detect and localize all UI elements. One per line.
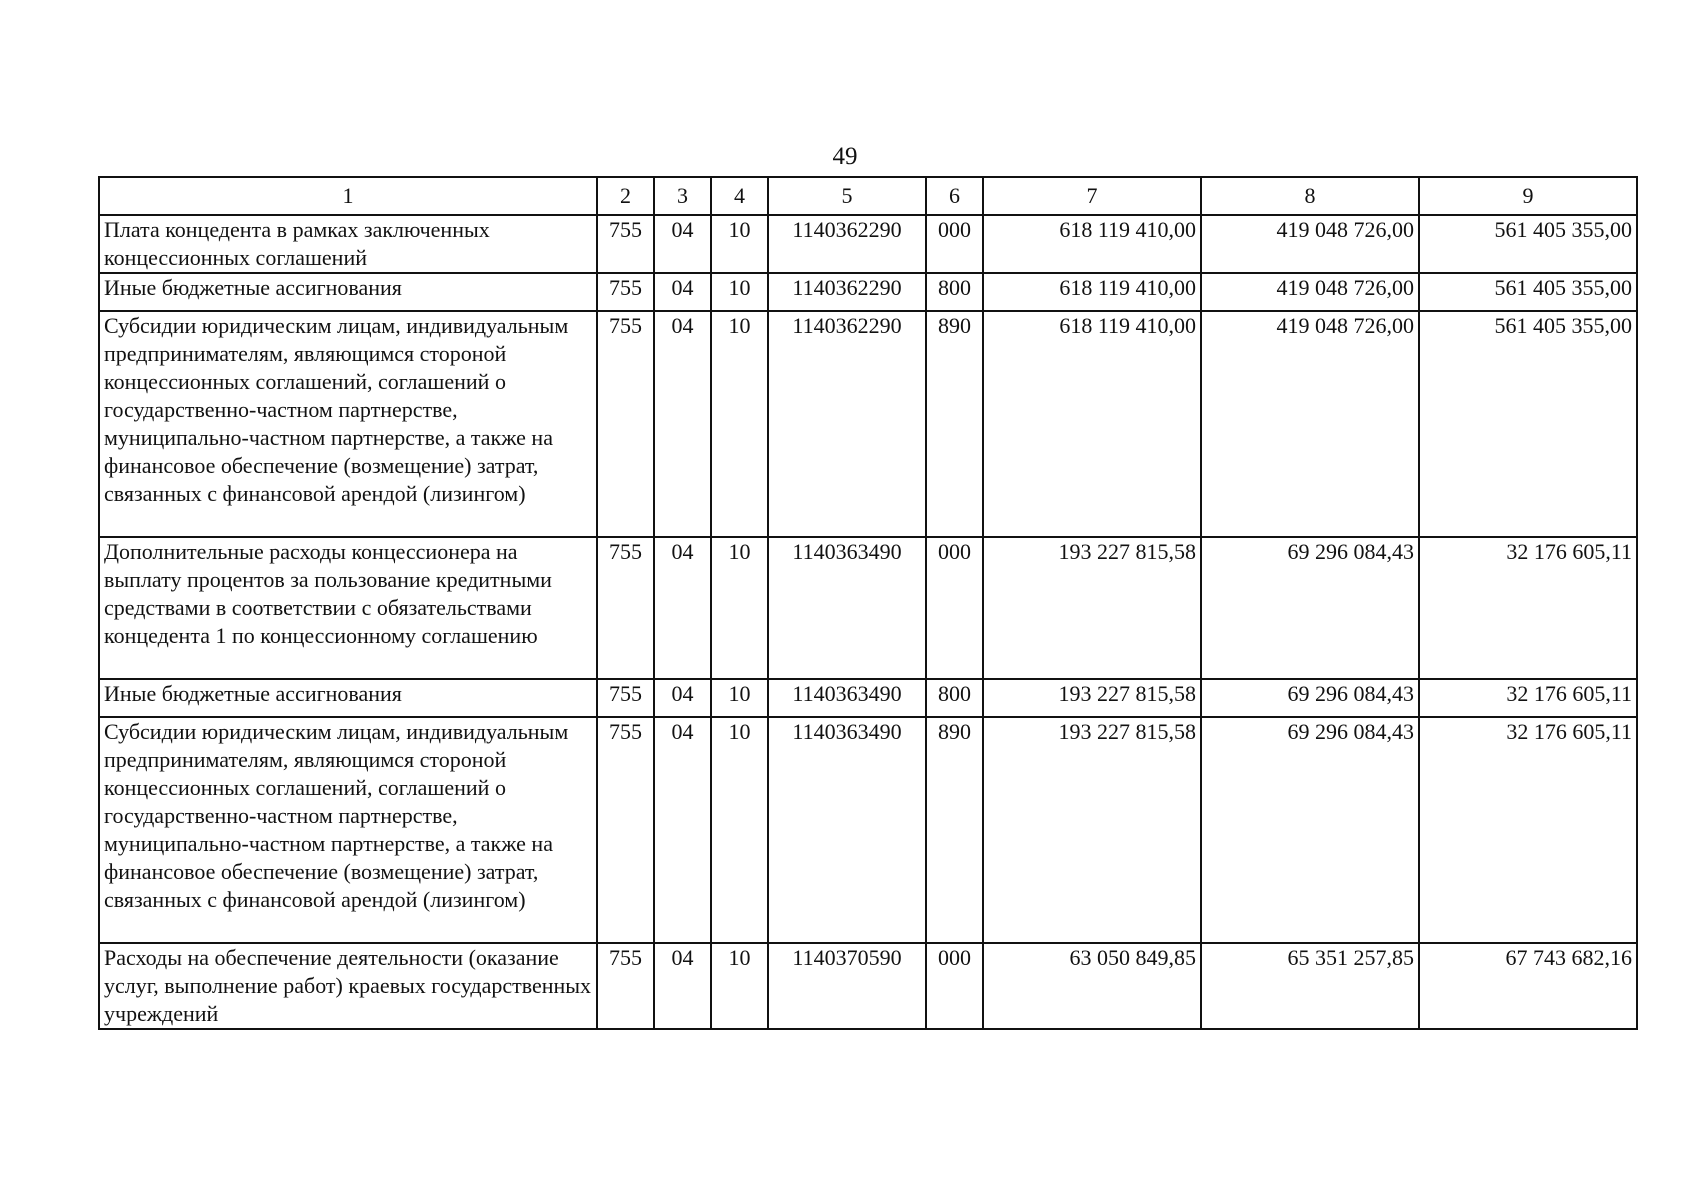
target-article-code: 1140363490 (768, 537, 926, 679)
amount-col-7: 618 119 410,00 (983, 215, 1201, 273)
budget-table (98, 176, 1638, 1030)
table-row (99, 273, 1637, 311)
target-article-code: 1140363490 (768, 717, 926, 943)
item-name: Субсидии юридическим лицам, индивидуальным предпринимателям, являющимся стороной концессионных соглашений, соглашений о государственно-частном партнерстве, муниципально-частном партнерстве, а также на финансовое обеспечение (возмещение) затрат, связанных с финансовой арендой (лизингом) (99, 717, 597, 943)
ministry-code: 755 (597, 273, 654, 311)
amount-col-9: 32 176 605,11 (1419, 537, 1637, 679)
target-article-code: 1140362290 (768, 273, 926, 311)
amount-col-7: 193 227 815,58 (983, 537, 1201, 679)
item-name: Плата концедента в рамках заключенных концессионных соглашений (99, 215, 597, 273)
table-row (99, 215, 1637, 273)
amount-col-7: 193 227 815,58 (983, 717, 1201, 943)
expense-type-code: 800 (926, 273, 983, 311)
amount-col-7: 63 050 849,85 (983, 943, 1201, 1029)
ministry-code: 755 (597, 679, 654, 717)
section-code: 04 (654, 679, 711, 717)
target-article-code: 1140363490 (768, 679, 926, 717)
amount-col-8: 419 048 726,00 (1201, 311, 1419, 537)
ministry-code: 755 (597, 537, 654, 679)
ministry-code: 755 (597, 215, 654, 273)
ministry-code: 755 (597, 943, 654, 1029)
column-header: 8 (1201, 177, 1419, 215)
expense-type-code: 000 (926, 943, 983, 1029)
section-code: 04 (654, 717, 711, 943)
column-header: 1 (99, 177, 597, 215)
target-article-code: 1140362290 (768, 215, 926, 273)
column-header: 9 (1419, 177, 1637, 215)
amount-col-8: 69 296 084,43 (1201, 717, 1419, 943)
expense-type-code: 000 (926, 215, 983, 273)
amount-col-9: 32 176 605,11 (1419, 717, 1637, 943)
expense-type-code: 800 (926, 679, 983, 717)
amount-col-9: 561 405 355,00 (1419, 215, 1637, 273)
amount-col-7: 618 119 410,00 (983, 273, 1201, 311)
amount-col-9: 561 405 355,00 (1419, 311, 1637, 537)
table-row (99, 717, 1637, 943)
section-code: 04 (654, 311, 711, 537)
amount-col-8: 69 296 084,43 (1201, 679, 1419, 717)
column-header: 5 (768, 177, 926, 215)
item-name: Иные бюджетные ассигнования (99, 679, 597, 717)
expense-type-code: 000 (926, 537, 983, 679)
amount-col-8: 419 048 726,00 (1201, 215, 1419, 273)
ministry-code: 755 (597, 311, 654, 537)
amount-col-8: 65 351 257,85 (1201, 943, 1419, 1029)
section-code: 04 (654, 273, 711, 311)
subsection-code: 10 (711, 717, 768, 943)
subsection-code: 10 (711, 311, 768, 537)
table-row (99, 537, 1637, 679)
table-row (99, 943, 1637, 1029)
amount-col-9: 32 176 605,11 (1419, 679, 1637, 717)
amount-col-9: 67 743 682,16 (1419, 943, 1637, 1029)
subsection-code: 10 (711, 537, 768, 679)
section-code: 04 (654, 215, 711, 273)
table-row (99, 311, 1637, 537)
subsection-code: 10 (711, 273, 768, 311)
expense-type-code: 890 (926, 311, 983, 537)
amount-col-8: 69 296 084,43 (1201, 537, 1419, 679)
subsection-code: 10 (711, 679, 768, 717)
column-header: 6 (926, 177, 983, 215)
item-name: Субсидии юридическим лицам, индивидуальным предпринимателям, являющимся стороной концессионных соглашений, соглашений о государственно-частном партнерстве, муниципально-частном партнерстве, а также на финансовое обеспечение (возмещение) затрат, связанных с финансовой арендой (лизингом) (99, 311, 597, 537)
column-header: 4 (711, 177, 768, 215)
page-number: 49 (832, 143, 858, 170)
amount-col-8: 419 048 726,00 (1201, 273, 1419, 311)
amount-col-9: 561 405 355,00 (1419, 273, 1637, 311)
target-article-code: 1140362290 (768, 311, 926, 537)
subsection-code: 10 (711, 215, 768, 273)
ministry-code: 755 (597, 717, 654, 943)
section-code: 04 (654, 943, 711, 1029)
subsection-code: 10 (711, 943, 768, 1029)
table-header-row (99, 177, 1637, 215)
table-row (99, 679, 1637, 717)
column-header: 2 (597, 177, 654, 215)
column-header: 7 (983, 177, 1201, 215)
amount-col-7: 618 119 410,00 (983, 311, 1201, 537)
amount-col-7: 193 227 815,58 (983, 679, 1201, 717)
item-name: Дополнительные расходы концессионера на выплату процентов за пользование кредитными средствами в соответствии с обязательствами концедента 1 по концессионному соглашению (99, 537, 597, 679)
section-code: 04 (654, 537, 711, 679)
target-article-code: 1140370590 (768, 943, 926, 1029)
item-name: Иные бюджетные ассигнования (99, 273, 597, 311)
column-header: 3 (654, 177, 711, 215)
item-name: Расходы на обеспечение деятельности (оказание услуг, выполнение работ) краевых государственных учреждений (99, 943, 597, 1029)
expense-type-code: 890 (926, 717, 983, 943)
